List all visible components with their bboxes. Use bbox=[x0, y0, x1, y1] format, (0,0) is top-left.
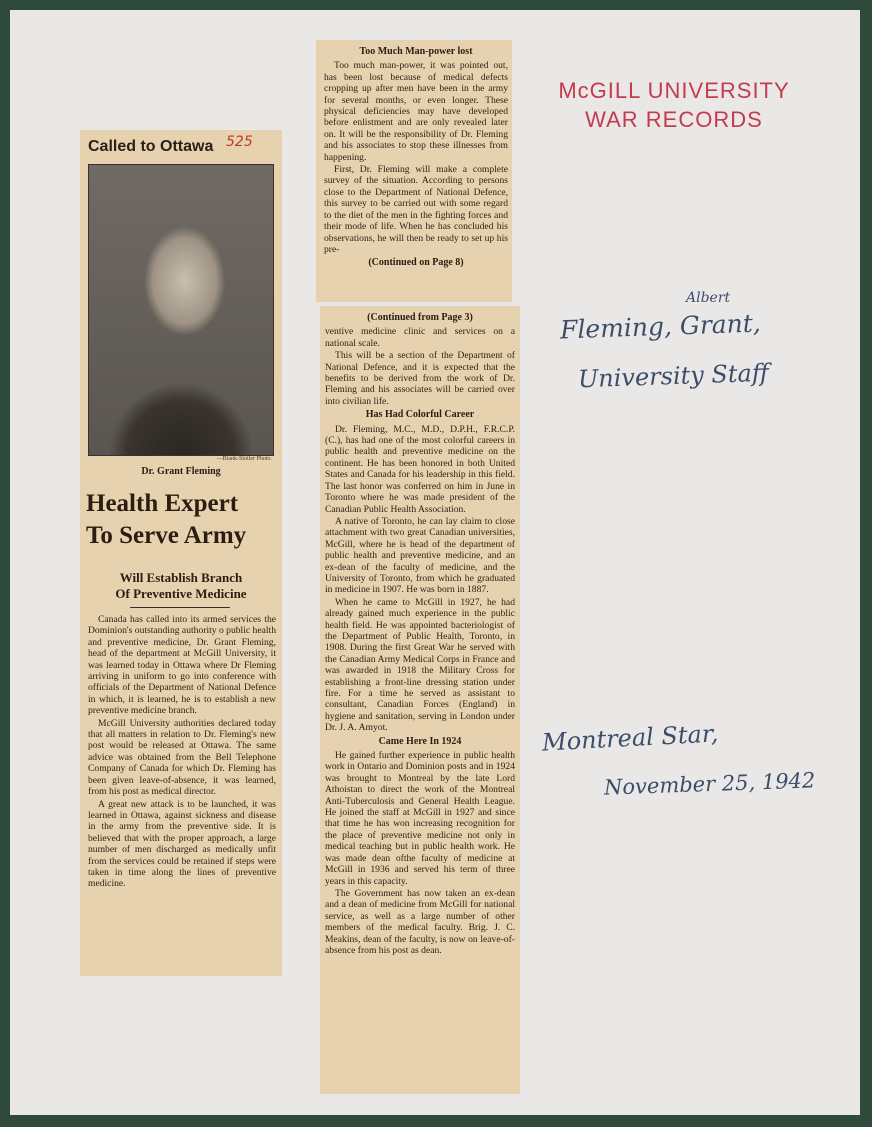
paragraph: The Government has now taken an ex-dean and a dean of medicine from McGill for national service, as well as a large number of other members of the medical faculty. Brig. J. C. Meakins, dean of the faculty, is now on leave-of-absence from his post as dean. bbox=[325, 887, 515, 956]
divider bbox=[130, 607, 230, 608]
continued-newspaper-clipping bbox=[320, 306, 520, 1094]
continued-heading: (Continued from Page 3) bbox=[367, 312, 473, 323]
left-newspaper-clipping bbox=[80, 130, 282, 976]
paragraph: First, Dr. Fleming will make a complete survey of the situation. According to persons close to the Department of National Defence, this survey to be carried out with some regard to the diet of the men in the fighting forces and their mode of life. When he has concluded his observations, he will then be ready to set up his pre- bbox=[324, 164, 508, 255]
section-heading: Came Here In 1924 bbox=[378, 735, 462, 747]
paragraph: Dr. Fleming, M.C., M.D., D.P.H., F.R.C.P. (C.), has had one of the most colorful careers in public health and preventive medicine on the continent. He has been honored in both United States and Canada for his leadership in this field. The last honor was conferred on him in June in Toronto where he was made president of the Canadian Public Health Association. bbox=[325, 423, 515, 515]
paragraph: Canada has called into its armed services the Dominion's outstanding authority o public health and preventive medicine, Dr. Grant Fleming, head of the department at McGill University, it was learned today in Ottawa where Dr Fleming arriving in uniform to go into conference with officials of the Department of National Defence in which, it is learned, he is to establish a new preventive medicine branch. bbox=[88, 614, 276, 717]
subheadline-line-1: Will Establish Branch bbox=[119, 570, 243, 585]
paragraph: McGill University authorities declared today that all matters in relation to Dr. Fleming's new post would be released at Ottawa. The same advice was obtained from the Bell Telephone Company of Canada for which Dr. Fleming has been given leave-of-absence, it was learned, from his post as medical director. bbox=[88, 717, 276, 798]
continued-note: (Continued on Page 8) bbox=[368, 257, 464, 269]
top-newspaper-clipping bbox=[316, 40, 512, 302]
subheadline-line-2: Of Preventive Medicine bbox=[115, 586, 247, 601]
column-body bbox=[325, 310, 515, 957]
paragraph: Too much man-power, it was pointed out, has been lost because of medical defects cropping up after men have been in the army for several months, or even longer. These physical deficiencies may have developed before enlistment and are only revealed later on. It will be the responsibility of Dr. Fleming and his associates to stop these illnesses from happening. bbox=[324, 60, 508, 163]
subheadline bbox=[80, 570, 282, 602]
stamp-line-2: WAR RECORDS bbox=[585, 107, 763, 132]
paragraph: This will be a section of the Department of National Defence, and it is expected that the benefits to be derived from the work of Dr. Fleming and his associates will be carried over into civilian life. bbox=[325, 350, 515, 407]
paragraph: When he came to McGill in 1927, he had already gained much experience in the public health field. He was appointed bacteriologist of the Department of Public Health, Toronto, in 1908. During the first Great War he served with the Canadian Army Medical Corps in France and was awarded in 1918 the Military Cross for establishing a front-line dressing station under fire. For a time he served as assistant to consultant, Canadian Forces (England) in hygiene and sanitation, serving in London under Dr. J. A. Amyot. bbox=[325, 596, 515, 734]
column-heading: Too Much Man-power lost bbox=[359, 46, 473, 57]
paragraph: He gained further experience in public health work in Ontario and Dominion posts and in 1924 was brought to Montreal by the late Lord Athoistan to direct the work of the Montreal Anti-Tuberculosis and General Health League. He joined the staff at McGill in 1927 and since that time he has won increasing recognition for the place of preventive medicine not only in medical teaching but in public health work. He was made dean ofthe faculty of medicine at McGill in 1936 and served his term of three years in this capacity. bbox=[325, 750, 515, 887]
handwritten-added-name: Albert bbox=[686, 290, 731, 306]
photo-caption: Dr. Grant Fleming bbox=[141, 466, 221, 477]
clip-number: 525 bbox=[226, 134, 253, 150]
stamp-line-1: McGILL UNIVERSITY bbox=[558, 78, 790, 103]
portrait-photo bbox=[88, 164, 274, 456]
article-body bbox=[88, 614, 276, 891]
kicker: Called to Ottawa bbox=[88, 138, 214, 155]
handwritten-source: Montreal Star, bbox=[541, 719, 719, 757]
paragraph: A great new attack is to be launched, it was learned in Ottawa, against sickness and disease in the army from the preventive side. It is believed that with the proper approach, a large number of men discharged as medically unfit from the services could be retained if steps were taken in time along the lines of preventive medicine. bbox=[88, 798, 276, 890]
section-heading: Has Had Colorful Career bbox=[365, 409, 475, 421]
paragraph: ventive medicine clinic and services on a national scale. bbox=[325, 326, 515, 349]
handwritten-date: November 25, 1942 bbox=[603, 768, 816, 800]
handwritten-staff: University Staff bbox=[577, 358, 770, 394]
headline-line-1: Health Expert bbox=[86, 490, 239, 517]
archive-stamp bbox=[540, 76, 808, 134]
column-body bbox=[324, 44, 508, 272]
photo-credit: —Blank-Stoller Photo. bbox=[216, 456, 272, 462]
headline bbox=[86, 488, 280, 552]
handwritten-name: Fleming, Grant, bbox=[559, 308, 762, 345]
headline-line-2: To Serve Army bbox=[86, 522, 247, 549]
paragraph: A native of Toronto, he can lay claim to close attachment with two great Canadian universities, McGill, where he is head of the department of public health and preventive medicine, and an ex-dean of the faculty of medicine, and the University of Toronto, from which he graduated in medicine in 1907. He was born in 1887. bbox=[325, 515, 515, 596]
